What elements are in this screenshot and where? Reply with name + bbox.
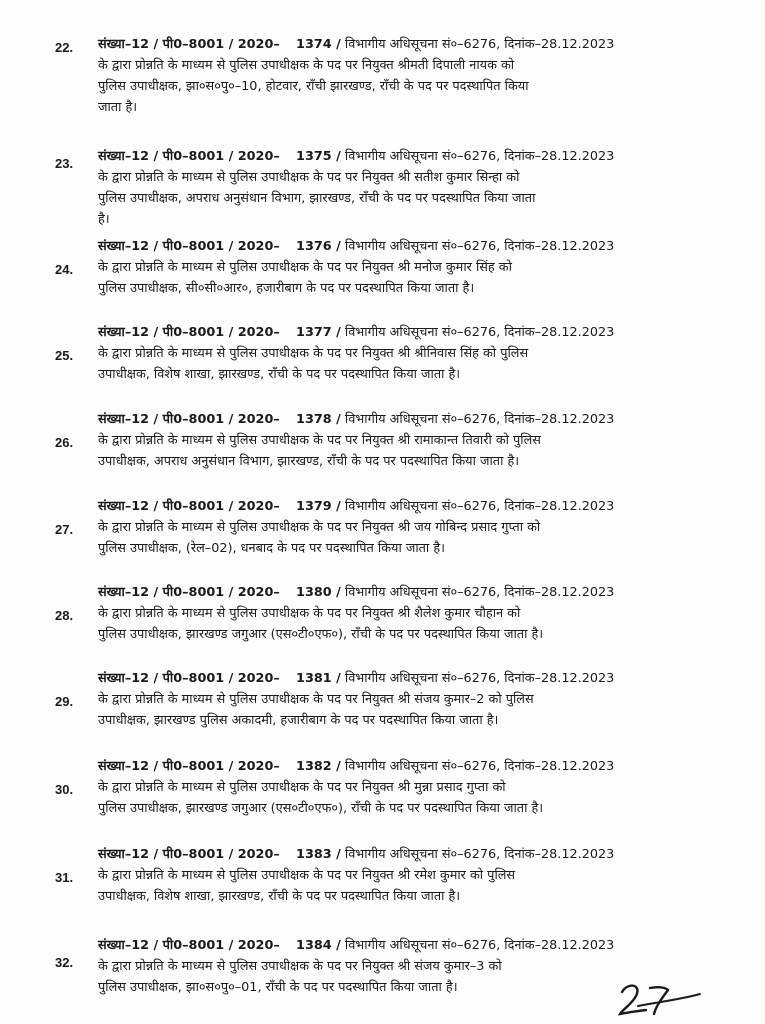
- entry-body: [98, 496, 680, 559]
- entry-line: के द्वारा प्रोन्नति के माध्यम से पुलिस उपाधीक्षक के पद पर नियुक्त श्री संजय कुमार–3 को: [98, 959, 502, 974]
- entry-ref: संख्या–12 / पी0–8001 / 2020–: [98, 325, 280, 340]
- entry-body: [98, 322, 680, 385]
- entry-number: 28.: [55, 608, 74, 623]
- entry-number: 24.: [55, 262, 74, 277]
- entry-ref: संख्या–12 / पी0–8001 / 2020–: [98, 239, 280, 254]
- entry-ref: संख्या–12 / पी0–8001 / 2020–: [98, 585, 280, 600]
- page-mark-signature: [608, 976, 708, 1020]
- entry-notice: विभागीय अधिसूचना सं०–6276, दिनांक–28.12.2023: [344, 671, 615, 686]
- entry-line: पुलिस उपाधीक्षक, झारखण्ड जगुआर (एस०टी०एफ०), राँची के पद पर पदस्थापित किया जाता है।: [98, 627, 544, 642]
- entry-number: 23.: [55, 156, 74, 171]
- entry-memo: 1384 /: [296, 938, 341, 953]
- entry-ref: संख्या–12 / पी0–8001 / 2020–: [98, 671, 280, 686]
- entry-number: 29.: [55, 694, 74, 709]
- entry-line: जाता है।: [98, 100, 138, 115]
- entry-line: के द्वारा प्रोन्नति के माध्यम से पुलिस उपाधीक्षक के पद पर नियुक्त श्री रमेश कुमार को पुलिस: [98, 868, 516, 883]
- entry-line: पुलिस उपाधीक्षक, सी०सी०आर०, हजारीबाग के पद पर पदस्थापित किया जाता है।: [98, 281, 475, 296]
- entry-memo: 1376 /: [296, 239, 341, 254]
- entry-line: पुलिस उपाधीक्षक, झा०स०पु०–10, होटवार, राँची झारखण्ड, राँची के पद पर पदस्थापित किया: [98, 79, 529, 94]
- entry-memo: 1380 /: [296, 585, 341, 600]
- entry-body: [98, 34, 680, 118]
- entry-line: उपाधीक्षक, विशेष शाखा, झारखण्ड, राँची के पद पर पदस्थापित किया जाता है।: [98, 367, 461, 382]
- entry-body: [98, 668, 680, 731]
- entry-notice: विभागीय अधिसूचना सं०–6276, दिनांक–28.12.2023: [344, 499, 615, 514]
- entry-notice: विभागीय अधिसूचना सं०–6276, दिनांक–28.12.2023: [344, 239, 615, 254]
- entry-line: के द्वारा प्रोन्नति के माध्यम से पुलिस उपाधीक्षक के पद पर नियुक्त श्री संजय कुमार–2 को पुलिस: [98, 692, 534, 707]
- entry-line: के द्वारा प्रोन्नति के माध्यम से पुलिस उपाधीक्षक के पद पर नियुक्त श्री मुन्ना प्रसाद गुप्ता को: [98, 780, 506, 795]
- entry-ref: संख्या–12 / पी0–8001 / 2020–: [98, 37, 280, 52]
- entry-memo: 1379 /: [296, 499, 341, 514]
- entry-line: के द्वारा प्रोन्नति के माध्यम से पुलिस उपाधीक्षक के पद पर नियुक्त श्री जय गोबिन्द प्रसाद गुप्ता को: [98, 520, 541, 535]
- entry-line: के द्वारा प्रोन्नति के माध्यम से पुलिस उपाधीक्षक के पद पर नियुक्त श्रीमती दिपाली नायक को: [98, 58, 515, 73]
- entry-memo: 1375 /: [296, 149, 341, 164]
- entry-ref: संख्या–12 / पी0–8001 / 2020–: [98, 938, 280, 953]
- entry-body: [98, 146, 680, 230]
- entry-line: पुलिस उपाधीक्षक, (रेल–02), धनबाद के पद पर पदस्थापित किया जाता है।: [98, 541, 445, 556]
- entry-memo: 1374 /: [296, 37, 341, 52]
- entry-line: उपाधीक्षक, झारखण्ड पुलिस अकादमी, हजारीबाग के पद पर पदस्थापित किया जाता है।: [98, 713, 499, 728]
- entry-notice: विभागीय अधिसूचना सं०–6276, दिनांक–28.12.2023: [344, 847, 615, 862]
- entry-memo: 1377 /: [296, 325, 341, 340]
- entry-notice: विभागीय अधिसूचना सं०–6276, दिनांक–28.12.2023: [344, 325, 615, 340]
- entry-number: 25.: [55, 348, 74, 363]
- entry-number: 31.: [55, 870, 74, 885]
- entry-notice: विभागीय अधिसूचना सं०–6276, दिनांक–28.12.2023: [344, 585, 615, 600]
- entry-line: के द्वारा प्रोन्नति के माध्यम से पुलिस उपाधीक्षक के पद पर नियुक्त श्री रामाकान्त तिवारी को पुलिस: [98, 433, 541, 448]
- entry-memo: 1383 /: [296, 847, 341, 862]
- entry-ref: संख्या–12 / पी0–8001 / 2020–: [98, 759, 280, 774]
- entry-body: [98, 756, 680, 819]
- entry-line: उपाधीक्षक, अपराध अनुसंधान विभाग, झारखण्ड, राँची के पद पर पदस्थापित किया जाता है।: [98, 454, 520, 469]
- entry-ref: संख्या–12 / पी0–8001 / 2020–: [98, 847, 280, 862]
- entry-memo: 1382 /: [296, 759, 341, 774]
- entry-line: के द्वारा प्रोन्नति के माध्यम से पुलिस उपाधीक्षक के पद पर नियुक्त श्री श्रीनिवास सिंह को पुलिस: [98, 346, 529, 361]
- entry-notice: विभागीय अधिसूचना सं०–6276, दिनांक–28.12.2023: [344, 37, 615, 52]
- entry-line: के द्वारा प्रोन्नति के माध्यम से पुलिस उपाधीक्षक के पद पर नियुक्त श्री शैलेश कुमार चौहान को: [98, 606, 521, 621]
- entry-ref: संख्या–12 / पी0–8001 / 2020–: [98, 412, 280, 427]
- entry-ref: संख्या–12 / पी0–8001 / 2020–: [98, 499, 280, 514]
- entry-line: पुलिस उपाधीक्षक, झारखण्ड जगुआर (एस०टी०एफ०), राँची के पद पर पदस्थापित किया जाता है।: [98, 801, 544, 816]
- entry-memo: 1381 /: [296, 671, 341, 686]
- entry-line: के द्वारा प्रोन्नति के माध्यम से पुलिस उपाधीक्षक के पद पर नियुक्त श्री सतीश कुमार सिन्हा को: [98, 170, 520, 185]
- entry-notice: विभागीय अधिसूचना सं०–6276, दिनांक–28.12.2023: [344, 412, 615, 427]
- entry-ref: संख्या–12 / पी0–8001 / 2020–: [98, 149, 280, 164]
- entry-line: पुलिस उपाधीक्षक, झा०स०पु०–01, राँची के पद पर पदस्थापित किया जाता है।: [98, 980, 458, 995]
- entry-number: 30.: [55, 782, 74, 797]
- entry-number: 26.: [55, 435, 74, 450]
- entry-body: [98, 935, 680, 998]
- entry-notice: विभागीय अधिसूचना सं०–6276, दिनांक–28.12.2023: [344, 938, 615, 953]
- entry-number: 27.: [55, 522, 74, 537]
- entry-number: 32.: [55, 955, 74, 970]
- entry-body: [98, 236, 680, 299]
- entry-line: है।: [98, 212, 110, 227]
- entry-body: [98, 844, 680, 907]
- entry-number: 22.: [55, 40, 74, 55]
- entry-notice: विभागीय अधिसूचना सं०–6276, दिनांक–28.12.2023: [344, 149, 615, 164]
- entry-body: [98, 409, 680, 472]
- entry-line: के द्वारा प्रोन्नति के माध्यम से पुलिस उपाधीक्षक के पद पर नियुक्त श्री मनोज कुमार सिंह को: [98, 260, 512, 275]
- entry-notice: विभागीय अधिसूचना सं०–6276, दिनांक–28.12.2023: [344, 759, 615, 774]
- entry-line: उपाधीक्षक, विशेष शाखा, झारखण्ड, राँची के पद पर पदस्थापित किया जाता है।: [98, 889, 461, 904]
- entry-line: पुलिस उपाधीक्षक, अपराध अनुसंधान विभाग, झारखण्ड, राँची के पद पर पदस्थापित किया जाता: [98, 191, 536, 206]
- entry-memo: 1378 /: [296, 412, 341, 427]
- entry-body: [98, 582, 680, 645]
